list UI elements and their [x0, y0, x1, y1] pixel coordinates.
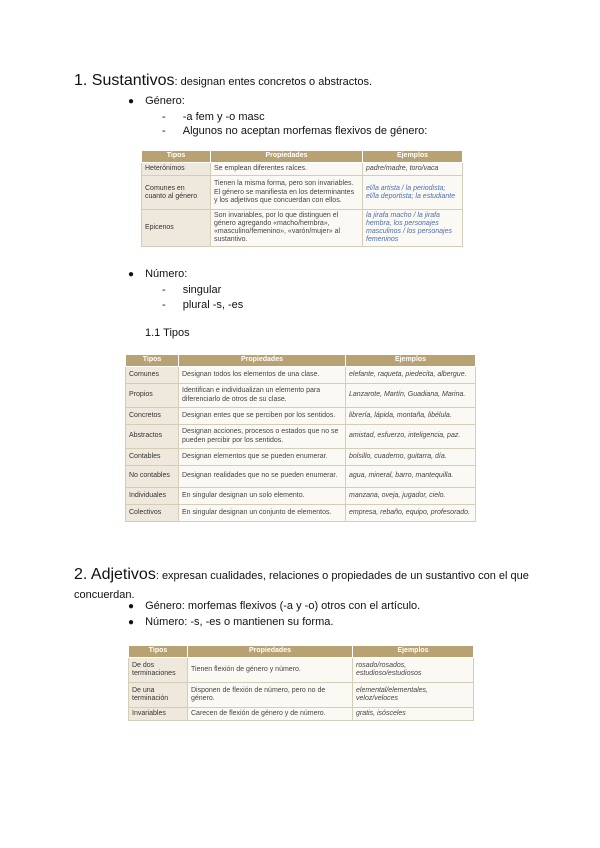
- table-header-row: Tipos Propiedades Ejemplos: [126, 355, 476, 367]
- table-row: Colectivos En singular designan un conjunto de elementos. empresa, rebaño, equipo, profesorado.: [126, 505, 476, 522]
- genero-table: [141, 150, 463, 247]
- bullet-icon: ●: [128, 617, 135, 628]
- bullet-icon: ●: [128, 269, 135, 280]
- numero-item: [128, 268, 187, 280]
- numero-subitem: - plural -s, -es: [162, 299, 244, 311]
- table-row: Contables Designan elementos que se pueden enumerar. bolsillo, cuaderno, guitarra, día.: [126, 449, 476, 466]
- table-row: De una terminación Disponen de flexión de número, pero no de género. elemental/elementales, veloz/veloces: [129, 683, 474, 708]
- adjetivo-genero-item: ● Género: morfemas flexivos (-a y -o) otros con el artículo.: [128, 600, 421, 612]
- table-row: Comunes en cuanto al género Tienen la misma forma, pero son invariables. El género se manifiesta en los determinantes y los adjetivos que concuerdan con ellos. el/la artista / la periodista; el/la deportista; la estudiante: [142, 176, 463, 210]
- tipos-table: [125, 354, 476, 522]
- numero-subitem: - singular: [162, 284, 222, 296]
- table-row: Invariables Carecen de flexión de género y de número. gratis, isósceles: [129, 708, 474, 721]
- adjetivo-numero-item: ● Número: -s, -es o mantienen su forma.: [128, 616, 334, 628]
- dash-icon: -: [162, 284, 166, 296]
- table-row: Individuales En singular designan un solo elemento. manzana, oveja, jugador, cielo.: [126, 488, 476, 505]
- genero-label: Género:: [145, 95, 185, 107]
- table-header-row: Tipos Propiedades Ejemplos: [129, 646, 474, 658]
- table-row: Concretos Designan entes que se perciben por los sentidos. librería, lápida, montaña, libélula.: [126, 408, 476, 425]
- table-row: Heterónimos Se emplean diferentes raíces. padre/madre, toro/vaca: [142, 163, 463, 176]
- section2-title: Adjetivos: [90, 566, 156, 583]
- numero-label: Número:: [145, 268, 188, 280]
- table-row: Comunes Designan todos los elementos de una clase. elefante, raqueta, piedecita, albergue.: [126, 367, 476, 384]
- dash-icon: -: [162, 299, 166, 311]
- bullet-icon: ●: [128, 601, 135, 612]
- tipos-heading: 1.1 Tipos: [145, 327, 190, 339]
- section1-number: 1.: [74, 72, 88, 89]
- genero-subitem: - -a fem y -o masc: [162, 111, 265, 123]
- table-row: Abstractos Designan acciones, procesos o estados que no se pueden percibir por los sentidos. amistad, esfuerzo, inteligencia, paz.: [126, 425, 476, 449]
- adjetivos-table: [128, 645, 474, 721]
- table-row: No contables Designan realidades que no se pueden enumerar. agua, mineral, barro, mantequilla.: [126, 466, 476, 488]
- section1-title: Sustantivos: [91, 72, 175, 89]
- table-row: Epicenos Son invariables, por lo que distinguen el género agregando «macho/hembra», «masculino/femenino», «varón/mujer» al sustantivo. la jirafa macho / la jirafa hembra, los personajes masculinos / los personajes femeninos: [142, 210, 463, 247]
- table-header-row: Tipos Propiedades Ejemplos: [142, 151, 463, 163]
- genero-item: [128, 95, 185, 107]
- section2-heading: [74, 566, 544, 604]
- table-row: Propios Identifican e individualizan un elemento para diferenciarlo de otros de su clase. Lanzarote, Martín, Guadiana, Marina.: [126, 384, 476, 408]
- section2-number: 2.: [74, 566, 88, 583]
- section1-heading: [74, 72, 372, 90]
- section2-description: : expresan cualidades, relaciones o propiedades de un sustantivo con el que concuerdan.: [74, 570, 529, 601]
- dash-icon: -: [162, 125, 166, 137]
- bullet-icon: ●: [128, 96, 135, 107]
- section1-description: : designan entes concretos o abstractos.: [174, 76, 373, 88]
- dash-icon: -: [162, 111, 166, 123]
- table-row: De dos terminaciones Tienen flexión de género y número. rosado/rosados, estudioso/estudiosos: [129, 658, 474, 683]
- genero-subitem: - Algunos no aceptan morfemas flexivos de género:: [162, 125, 428, 137]
